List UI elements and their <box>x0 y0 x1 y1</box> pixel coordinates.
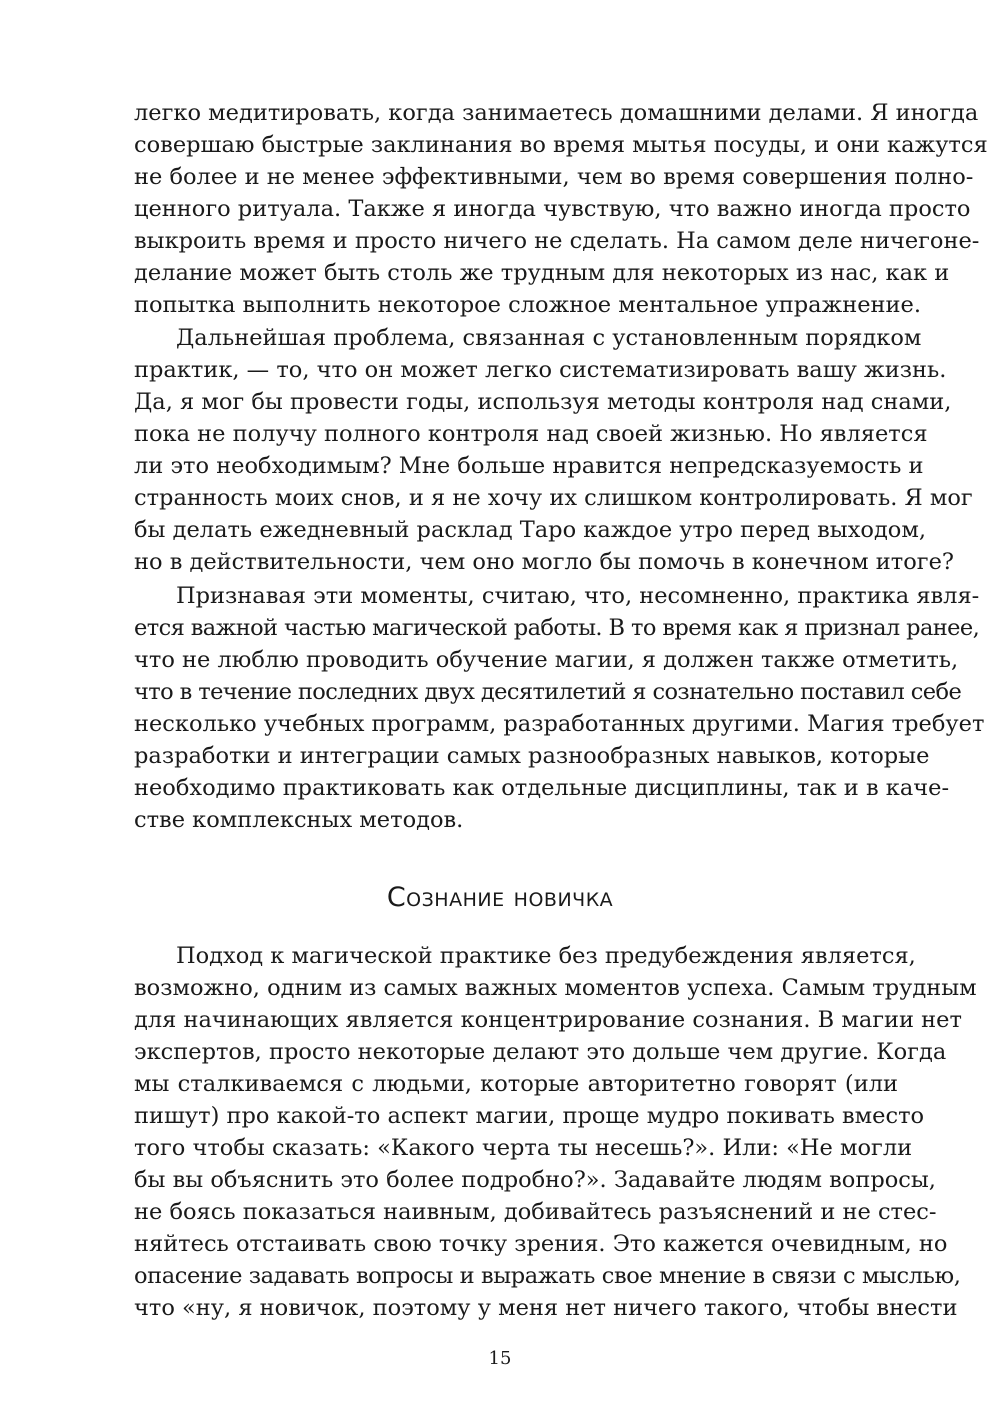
text-line: но в действительности, чем оно могло бы помочь в конечном итоге? <box>134 549 954 575</box>
text-line: попытка выполнить некоторое сложное ментальное упражнение. <box>134 292 922 318</box>
text-line: мы сталкиваемся с людьми, которые авторитетно говорят (или <box>134 1071 898 1097</box>
text-line: пока не получу полного контроля над своей жизнью. Но является <box>134 421 928 447</box>
text-line: стве комплексных методов. <box>134 807 464 833</box>
text-line: Дальнейшая проблема, связанная с установленным порядком <box>176 325 922 351</box>
section-heading: Сознание новичка <box>386 882 614 913</box>
text-line: Да, я мог бы провести годы, используя методы контроля над снами, <box>134 389 952 415</box>
text-line: бы вы объяснить это более подробно?». Задавайте людям вопросы, <box>134 1167 936 1193</box>
text-line: что в течение последних двух десятилетий я сознательно поставил себе <box>134 679 962 705</box>
text-line: что не люблю проводить обучение магии, я должен также отметить, <box>134 647 959 673</box>
text-line: пишут) про какой-то аспект магии, проще мудро покивать вместо <box>134 1103 925 1129</box>
text-line: ценного ритуала. Также я иногда чувствую, что важно иногда просто <box>134 196 971 222</box>
text-line: ли это необходимым? Мне больше нравится непредсказуемость и <box>134 453 924 479</box>
text-line: практик, — то, что он может легко систематизировать вашу жизнь. <box>134 357 947 383</box>
text-line: экспертов, просто некоторые делают это дольше чем другие. Когда <box>134 1039 947 1065</box>
text-line: несколько учебных программ, разработанных другими. Магия требует <box>134 711 985 737</box>
text-line: легко медитировать, когда занимаетесь домашними делами. Я иногда <box>134 100 979 126</box>
text-line: ется важной частью магической работы. В то время как я признал ранее, <box>134 615 980 641</box>
text-line: Подход к магической практике без предубеждения является, <box>176 943 916 969</box>
text-line: не боясь показаться наивным, добивайтесь разъяснений и не стес- <box>134 1199 937 1225</box>
text-line: не более и не менее эффективными, чем во время совершения полно- <box>134 164 974 190</box>
text-line: необходимо практиковать как отдельные дисциплины, так и в каче- <box>134 775 950 801</box>
text-line: опасение задавать вопросы и выражать свое мнение в связи с мыслью, <box>134 1263 961 1289</box>
text-line: совершаю быстрые заклинания во время мытья посуды, и они кажутся <box>134 132 988 158</box>
text-line: выкроить время и просто ничего не сделать. На самом деле ничегоне- <box>134 228 980 254</box>
text-line: Признавая эти моменты, считаю, что, несомненно, практика явля- <box>176 583 980 609</box>
text-line: того чтобы сказать: «Какого черта ты несешь?». Или: «Не могли <box>134 1135 913 1161</box>
text-line: возможно, одним из самых важных моментов успеха. Самым трудным <box>134 975 977 1001</box>
text-line: бы делать ежедневный расклад Таро каждое утро перед выходом, <box>134 517 926 543</box>
text-line: для начинающих является концентрирование сознания. В магии нет <box>134 1007 962 1033</box>
text-line: няйтесь отстаивать свою точку зрения. Это кажется очевидным, но <box>134 1231 948 1257</box>
page-number: 15 <box>488 1348 512 1369</box>
text-line: разработки и интеграции самых разнообразных навыков, которые <box>134 743 930 769</box>
text-line: делание может быть столь же трудным для некоторых из нас, как и <box>134 260 950 286</box>
text-line: странность моих снов, и я не хочу их слишком контролировать. Я мог <box>134 485 973 511</box>
text-line: что «ну, я новичок, поэтому у меня нет ничего такого, чтобы внести <box>134 1295 958 1321</box>
